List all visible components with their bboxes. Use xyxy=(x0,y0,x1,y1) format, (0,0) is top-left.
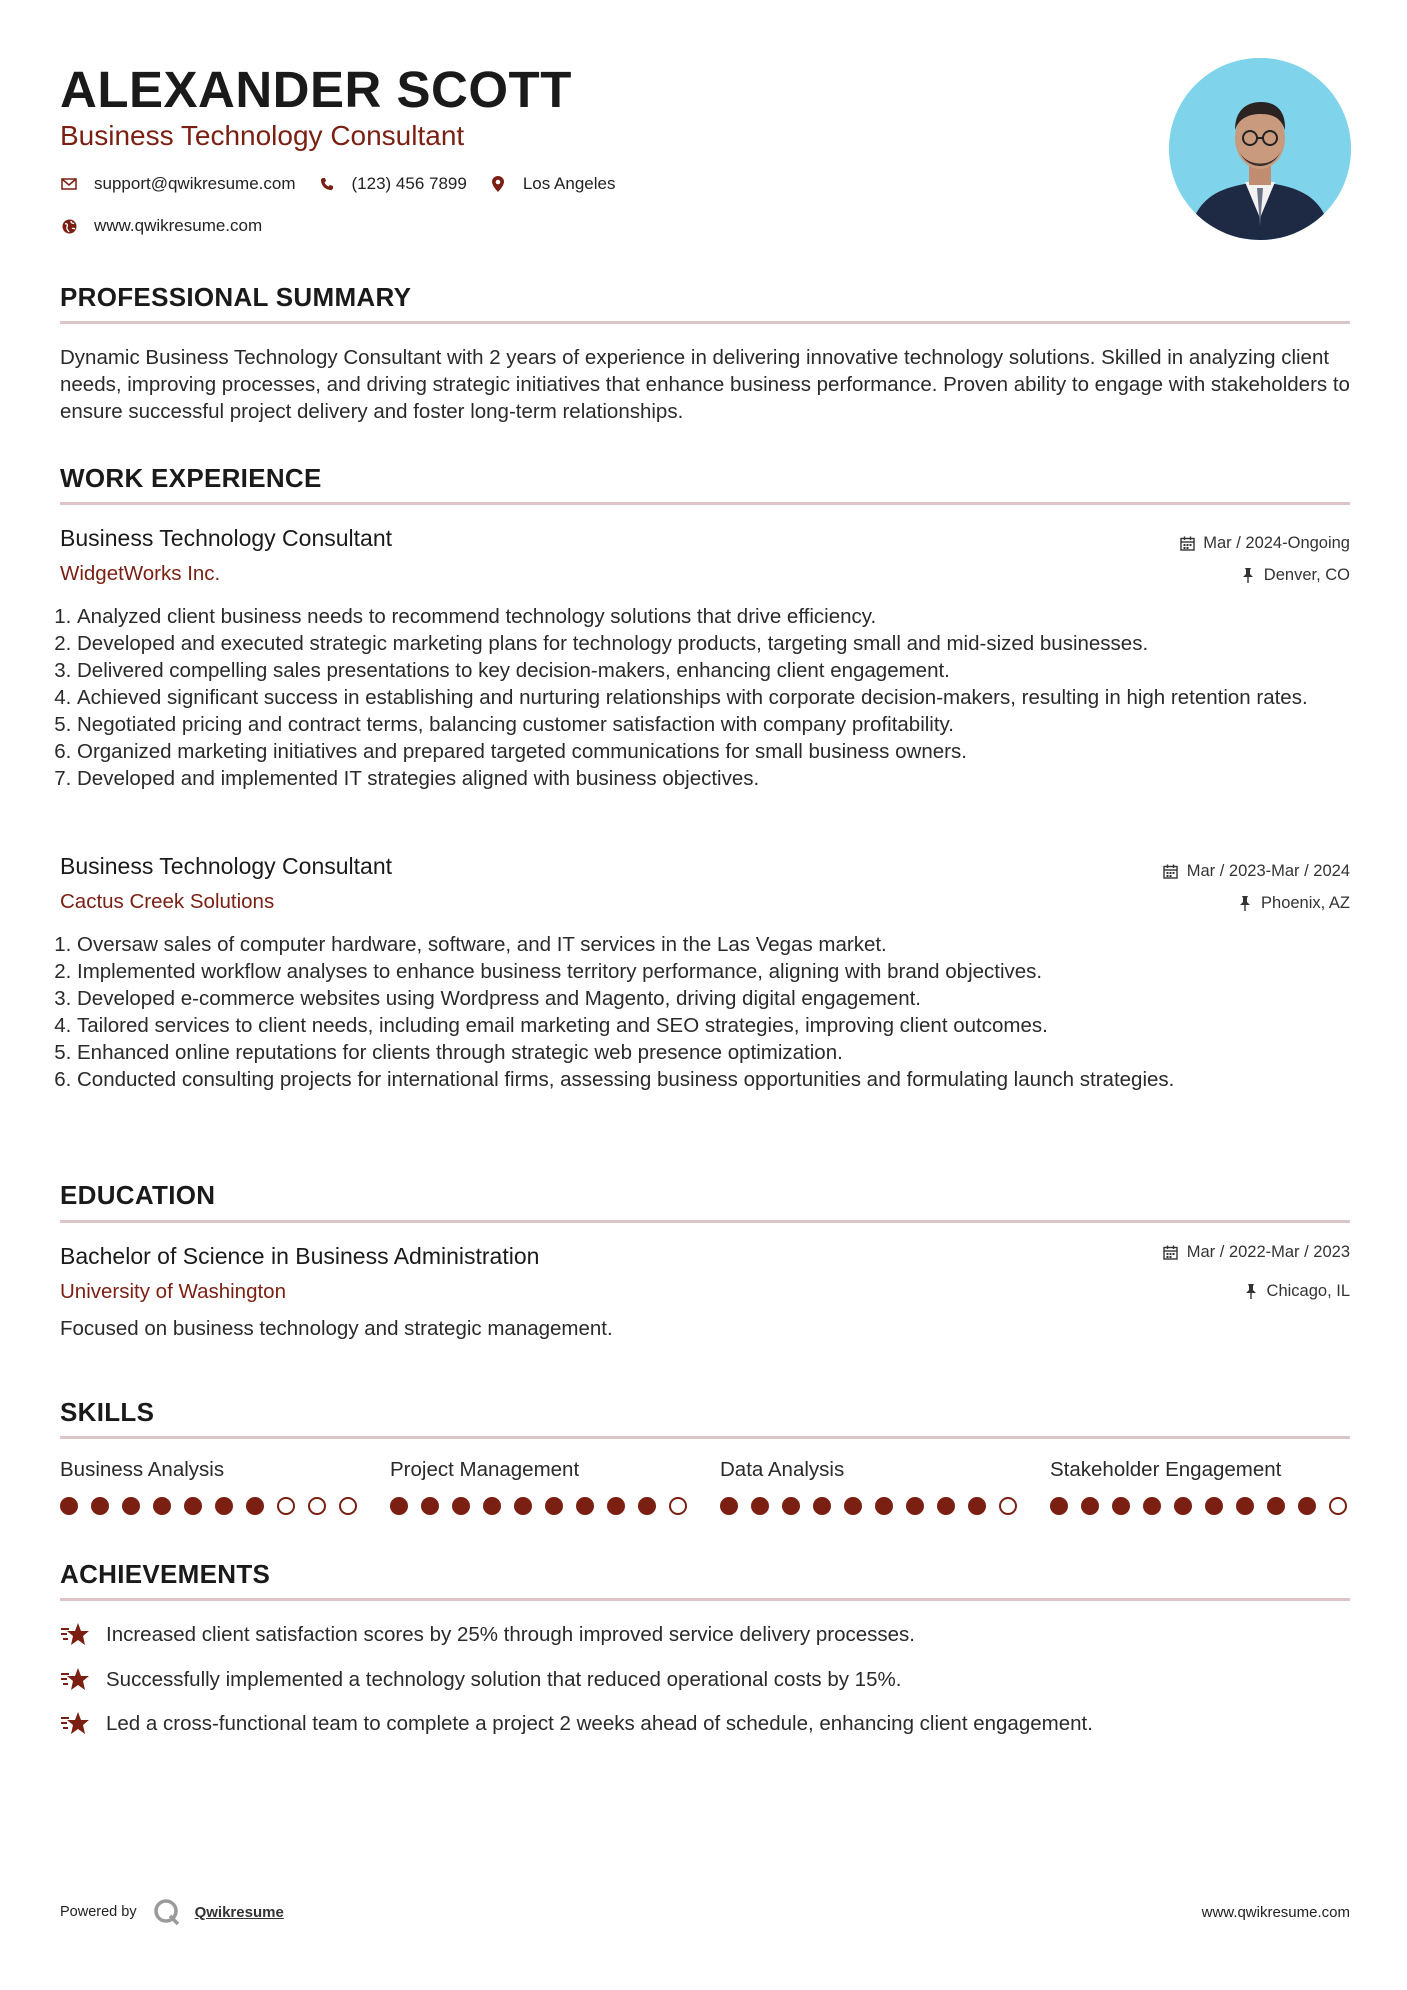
section-divider xyxy=(60,1436,1350,1439)
education-description: Focused on business technology and strategic management. xyxy=(60,1317,613,1340)
powered-by-label: Powered by xyxy=(60,1904,137,1920)
contact-phone[interactable] xyxy=(318,174,467,194)
star-achievement-icon xyxy=(60,1621,90,1649)
list-item: 3. Delivered compelling sales presentations to key decision-makers, enhancing client engagement. xyxy=(77,657,1367,684)
pushpin-icon xyxy=(1240,567,1256,583)
summary-text: Dynamic Business Technology Consultant with 2 years of experience in delivering innovative technology solutions. Skilled in analyzing client needs, improving processes, and driving strategic initiatives that enhance business performance. Proven ability to engage with stakeholders to ensure successful project delivery and foster long-term relationships. xyxy=(60,346,1350,423)
rating-dot-filled xyxy=(720,1497,738,1515)
location-text: Los Angeles xyxy=(522,174,616,193)
rating-dot-filled xyxy=(514,1497,532,1515)
job-dates-text: Mar / 2023-Mar / 2024 xyxy=(1186,862,1350,880)
calendar-icon xyxy=(1163,1244,1179,1260)
skill-name: Stakeholder Engagement xyxy=(1050,1458,1282,1481)
rating-dot-filled xyxy=(751,1497,769,1515)
job-title: Business Technology Consultant xyxy=(60,853,393,879)
rating-dot-filled xyxy=(153,1497,171,1515)
map-pin-icon xyxy=(489,175,507,193)
rating-dot-filled xyxy=(937,1497,955,1515)
website-text: www.qwikresume.com xyxy=(94,216,263,235)
list-item: 5. Enhanced online reputations for clients through strategic web presence optimization. xyxy=(77,1039,1367,1066)
rating-dot-filled xyxy=(782,1497,800,1515)
list-item: 7. Developed and implemented IT strategies aligned with business objectives. xyxy=(77,765,1367,792)
section-divider xyxy=(60,1598,1350,1601)
list-item: 1. Analyzed client business needs to recommend technology solutions that drive efficiency. xyxy=(77,603,1367,630)
person-portrait-icon xyxy=(1169,58,1351,240)
rating-dot-filled xyxy=(1174,1497,1192,1515)
education-dates xyxy=(1163,1242,1350,1262)
company-name: WidgetWorks Inc. xyxy=(60,562,221,585)
globe-icon xyxy=(60,217,78,235)
achievement-item xyxy=(60,1710,1093,1738)
education-location-text: Chicago, IL xyxy=(1266,1282,1350,1300)
skill-item xyxy=(390,1457,690,1515)
rating-dot-empty xyxy=(669,1497,687,1515)
contact-email[interactable] xyxy=(60,174,296,194)
qwikresume-link[interactable]: Qwikresume xyxy=(194,1903,284,1921)
skill-rating xyxy=(1050,1497,1350,1515)
contact-row-web xyxy=(60,214,284,238)
contact-row xyxy=(60,172,637,196)
rating-dot-filled xyxy=(483,1497,501,1515)
section-divider xyxy=(60,321,1350,324)
list-item: 1. Oversaw sales of computer hardware, software, and IT services in the Las Vegas market. xyxy=(77,931,1367,958)
education-title: EDUCATION xyxy=(60,1180,216,1210)
rating-dot-empty xyxy=(339,1497,357,1515)
skill-item xyxy=(60,1457,360,1515)
candidate-role: Business Technology Consultant xyxy=(60,120,465,151)
calendar-icon xyxy=(1163,863,1179,879)
rating-dot-filled xyxy=(1267,1497,1285,1515)
achievement-item xyxy=(60,1621,915,1649)
rating-dot-filled xyxy=(215,1497,233,1515)
skill-rating xyxy=(390,1497,690,1515)
rating-dot-filled xyxy=(576,1497,594,1515)
job-dates xyxy=(1179,533,1350,553)
rating-dot-filled xyxy=(1112,1497,1130,1515)
star-achievement-icon xyxy=(60,1666,90,1694)
list-item: 4. Achieved significant success in establishing and nurturing relationships with corporate decision-makers, resulting in high retention rates. xyxy=(77,684,1367,711)
rating-dot-filled xyxy=(246,1497,264,1515)
skill-name: Project Management xyxy=(390,1458,580,1481)
job-title: Business Technology Consultant xyxy=(60,525,393,551)
footer-powered-by xyxy=(60,1898,284,1926)
rating-dot-filled xyxy=(1050,1497,1068,1515)
job-location-text: Denver, CO xyxy=(1263,566,1350,584)
rating-dot-filled xyxy=(1081,1497,1099,1515)
rating-dot-filled xyxy=(638,1497,656,1515)
skill-item xyxy=(1050,1457,1350,1515)
rating-dot-filled xyxy=(607,1497,625,1515)
degree-title: Bachelor of Science in Business Administration xyxy=(60,1243,540,1269)
skill-name: Data Analysis xyxy=(720,1458,845,1481)
rating-dot-filled xyxy=(906,1497,924,1515)
skill-item xyxy=(720,1457,1020,1515)
job-bullets xyxy=(60,931,1367,1093)
list-item: 2. Implemented workflow analyses to enhance business territory performance, aligning with brand objectives. xyxy=(77,958,1367,985)
resume-page xyxy=(60,0,1350,1990)
star-achievement-icon xyxy=(60,1710,90,1738)
rating-dot-filled xyxy=(60,1497,78,1515)
footer-website-link[interactable]: www.qwikresume.com xyxy=(1201,1904,1350,1921)
job-location xyxy=(1237,893,1350,913)
rating-dot-filled xyxy=(844,1497,862,1515)
list-item: 2. Developed and executed strategic marketing plans for technology products, targeting small and mid-sized businesses. xyxy=(77,630,1367,657)
rating-dot-empty xyxy=(277,1497,295,1515)
pushpin-icon xyxy=(1243,1283,1259,1299)
rating-dot-filled xyxy=(452,1497,470,1515)
qwikresume-logo-icon xyxy=(153,1898,181,1926)
skill-rating xyxy=(720,1497,1020,1515)
job-dates-text: Mar / 2024-Ongoing xyxy=(1203,534,1350,552)
company-name: Cactus Creek Solutions xyxy=(60,890,275,913)
pushpin-icon xyxy=(1237,895,1253,911)
contact-location xyxy=(489,174,616,194)
rating-dot-filled xyxy=(1143,1497,1161,1515)
list-item: 6. Conducted consulting projects for international firms, assessing business opportunities and formulating launch strategies. xyxy=(77,1066,1367,1093)
job-dates xyxy=(1163,861,1350,881)
rating-dot-filled xyxy=(421,1497,439,1515)
rating-dot-filled xyxy=(813,1497,831,1515)
rating-dot-filled xyxy=(875,1497,893,1515)
list-item: 5. Negotiated pricing and contract terms, balancing customer satisfaction with company profitability. xyxy=(77,711,1367,738)
calendar-icon xyxy=(1179,535,1195,551)
job-bullets xyxy=(60,603,1367,792)
education-dates-text: Mar / 2022-Mar / 2023 xyxy=(1186,1243,1350,1261)
list-item: 3. Developed e-commerce websites using Wordpress and Magento, driving digital engagement. xyxy=(77,985,1367,1012)
list-item: 4. Tailored services to client needs, including email marketing and SEO strategies, improving client outcomes. xyxy=(77,1012,1367,1039)
achievement-text: Successfully implemented a technology solution that reduced operational costs by 15%. xyxy=(106,1668,902,1691)
skills-title: SKILLS xyxy=(60,1397,155,1427)
achievement-item xyxy=(60,1666,901,1694)
rating-dot-empty xyxy=(1329,1497,1347,1515)
rating-dot-filled xyxy=(390,1497,408,1515)
skill-rating xyxy=(60,1497,360,1515)
experience-title: WORK EXPERIENCE xyxy=(60,463,322,493)
rating-dot-filled xyxy=(184,1497,202,1515)
rating-dot-filled xyxy=(91,1497,109,1515)
candidate-name: ALEXANDER SCOTT xyxy=(60,61,572,118)
achievement-text: Led a cross-functional team to complete a project 2 weeks ahead of schedule, enhancing client engagement. xyxy=(106,1712,1093,1735)
job-location-text: Phoenix, AZ xyxy=(1261,894,1350,912)
summary-title: PROFESSIONAL SUMMARY xyxy=(60,282,412,312)
job-location xyxy=(1240,565,1350,585)
rating-dot-filled xyxy=(1298,1497,1316,1515)
rating-dot-filled xyxy=(545,1497,563,1515)
contact-website[interactable] xyxy=(60,216,262,236)
envelope-icon xyxy=(60,175,78,193)
rating-dot-empty xyxy=(999,1497,1017,1515)
email-text: support@qwikresume.com xyxy=(94,174,296,193)
phone-icon xyxy=(318,175,336,193)
achievement-text: Increased client satisfaction scores by 25% through improved service delivery processes. xyxy=(106,1623,915,1646)
education-location xyxy=(1243,1281,1350,1301)
section-divider xyxy=(60,502,1350,505)
skill-name: Business Analysis xyxy=(60,1458,225,1481)
rating-dot-filled xyxy=(968,1497,986,1515)
rating-dot-filled xyxy=(1236,1497,1254,1515)
achievements-title: ACHIEVEMENTS xyxy=(60,1559,271,1589)
rating-dot-filled xyxy=(1205,1497,1223,1515)
rating-dot-filled xyxy=(122,1497,140,1515)
list-item: 6. Organized marketing initiatives and prepared targeted communications for small business owners. xyxy=(77,738,1367,765)
rating-dot-empty xyxy=(308,1497,326,1515)
phone-text: (123) 456 7899 xyxy=(351,174,467,193)
school-name: University of Washington xyxy=(60,1280,286,1303)
profile-photo xyxy=(1169,58,1351,240)
section-divider xyxy=(60,1220,1350,1223)
